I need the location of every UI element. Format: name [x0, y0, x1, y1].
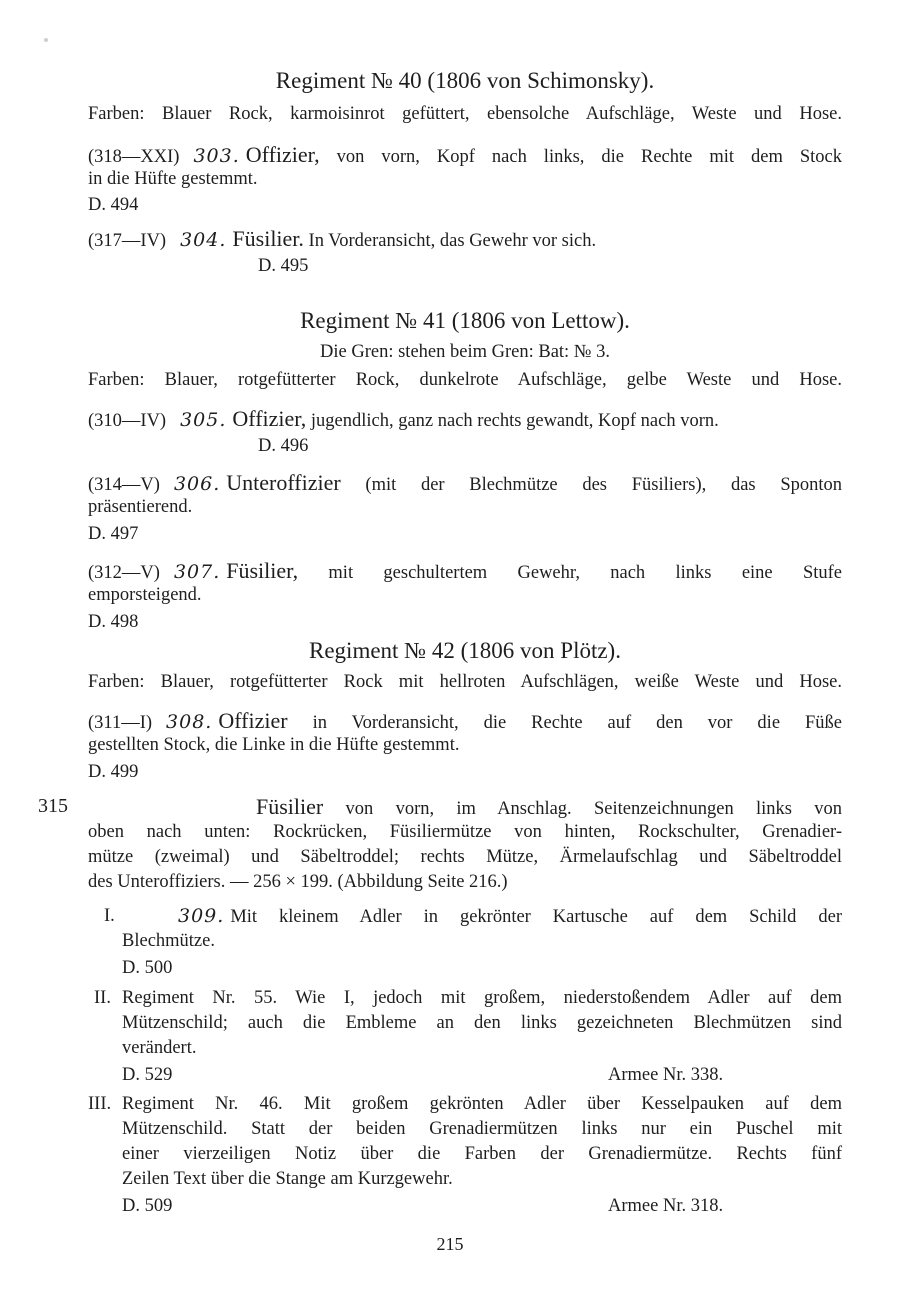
entry-308-d: D. 499	[88, 762, 139, 782]
entry-305-d: D. 496	[258, 436, 309, 456]
page-speck	[44, 38, 48, 42]
entry-308-ref: (311—I)	[88, 713, 153, 733]
regiment-42-farben: Farben: Blauer, rotgefütterter Rock mit hellroten Aufschlägen, weiße Weste und Hose.	[88, 672, 842, 692]
entry-307-number: 307.	[173, 561, 221, 583]
entry-305-number: 305.	[180, 409, 227, 431]
entry-315-line1	[88, 794, 842, 822]
entry-306-ref: (314—V)	[88, 475, 160, 495]
entry-307-text: mit geschultertem Gewehr, nach links eine Stufe	[328, 563, 842, 583]
entry-307-line1	[88, 558, 842, 586]
variant-ii-label: II.	[94, 988, 111, 1008]
variant-iii-line3: einer vierzeiligen Notiz über die Farben der Grenadiermütze. Rechts fünf	[122, 1144, 842, 1164]
variant-i-number: 309.	[178, 905, 225, 927]
variant-iii-line4: Zeilen Text über die Stange am Kurzgewehr.	[122, 1169, 453, 1189]
entry-306-number: 306.	[173, 473, 221, 495]
entry-308-number: 308.	[166, 711, 213, 733]
entry-308-line2: gestellten Stock, die Linke in die Hüfte gestemmt.	[88, 735, 460, 755]
entry-315-line2: oben nach unten: Rockrücken, Füsiliermütze von hinten, Rockschulter, Grenadier-	[88, 822, 842, 842]
variant-i-text: Mit kleinem Adler in gekrönter Kartusche auf dem Schild der	[230, 907, 842, 927]
entry-304-text: In Vorderansicht, das Gewehr vor sich.	[308, 231, 597, 251]
entry-303-head: Offizier,	[245, 142, 320, 167]
entry-315-line4: des Unteroffiziers. — 256 × 199. (Abbildung Seite 216.)	[88, 872, 508, 892]
entry-306-line2: präsentierend.	[88, 497, 193, 517]
variant-i-d: D. 500	[122, 958, 173, 978]
entry-303-line1	[88, 142, 842, 170]
entry-308-text: in Vorderansicht, die Rechte auf den vor die Füße	[312, 713, 843, 733]
entry-303-number: 303.	[193, 145, 240, 167]
entry-307-ref: (312—V)	[88, 563, 160, 583]
variant-ii-d: D. 529	[122, 1065, 173, 1085]
entry-308-line1	[88, 708, 842, 736]
regiment-40-farben: Farben: Blauer Rock, karmoisinrot gefüttert, ebensolche Aufschläge, Weste und Hose.	[88, 104, 842, 124]
variant-i-label: I.	[104, 906, 115, 926]
entry-304-ref: (317—IV)	[88, 231, 167, 251]
entry-303-text: von vorn, Kopf nach links, die Rechte mit dem Stock	[336, 147, 842, 167]
entry-305-ref: (310—IV)	[88, 411, 167, 431]
regiment-42-title: Regiment № 42 (1806 von Plötz).	[309, 638, 621, 663]
entry-306-head: Unteroffizier	[226, 470, 341, 495]
variant-iii-line2: Mützenschild. Statt der beiden Grenadiermützen links nur ein Puschel mit	[122, 1119, 842, 1139]
entry-304-head: Füsilier.	[232, 226, 304, 251]
variant-iii-line1: Regiment Nr. 46. Mit großem gekrönten Adler über Kesselpauken auf dem	[122, 1094, 842, 1114]
regiment-40-title: Regiment № 40 (1806 von Schimonsky).	[275, 68, 655, 93]
entry-315-text1: von vorn, im Anschlag. Seitenzeichnungen links von	[345, 799, 843, 819]
variant-iii-d: D. 509	[122, 1196, 173, 1216]
variant-ii-line1: Regiment Nr. 55. Wie I, jedoch mit großem, niederstoßendem Adler auf dem	[122, 988, 842, 1008]
entry-315-line3: mütze (zweimal) und Säbeltroddel; rechts Mütze, Ärmelaufschlag und Säbeltroddel	[88, 847, 842, 867]
regiment-41-farben: Farben: Blauer, rotgefütterter Rock, dunkelrote Aufschläge, gelbe Weste und Hose.	[88, 370, 842, 390]
margin-number-315: 315	[38, 795, 68, 817]
entry-304-number: 304.	[180, 229, 227, 251]
entry-315-head: Füsilier	[256, 794, 324, 819]
variant-ii-armee: Armee Nr. 338.	[608, 1065, 724, 1085]
entry-307-d: D. 498	[88, 612, 139, 632]
page-number: 215	[436, 1234, 464, 1254]
entry-306-text: (mit der Blechmütze des Füsiliers), das Sponton	[365, 475, 842, 495]
entry-303-ref: (318—XXI)	[88, 147, 180, 167]
variant-ii-line2: Mützenschild; auch die Embleme an den links gezeichneten Blechmützen sind	[122, 1013, 842, 1033]
entry-307-head: Füsilier,	[226, 558, 299, 583]
entry-308-head: Offizier	[218, 708, 288, 733]
variant-ii-line3: verändert.	[122, 1038, 197, 1058]
regiment-41-title: Regiment № 41 (1806 von Lettow).	[300, 308, 630, 333]
entry-305-text: jugendlich, ganz nach rechts gewandt, Kopf nach vorn.	[310, 411, 719, 431]
entry-303-d: D. 494	[88, 195, 139, 215]
entry-307-line2: emporsteigend.	[88, 585, 202, 605]
entry-305-head: Offizier,	[232, 406, 307, 431]
entry-304-d: D. 495	[258, 256, 309, 276]
entry-306-d: D. 497	[88, 524, 139, 544]
entry-304-line1	[88, 226, 842, 254]
variant-i-line1	[122, 904, 842, 930]
entry-305-line1	[88, 406, 842, 434]
variant-iii-armee: Armee Nr. 318.	[608, 1196, 724, 1216]
variant-i-line2: Blechmütze.	[122, 931, 215, 951]
entry-306-line1	[88, 470, 842, 498]
regiment-41-subtitle: Die Gren: stehen beim Gren: Bat: № 3.	[320, 342, 610, 362]
variant-iii-label: III.	[88, 1094, 112, 1114]
entry-303-line2: in die Hüfte gestemmt.	[88, 169, 258, 189]
